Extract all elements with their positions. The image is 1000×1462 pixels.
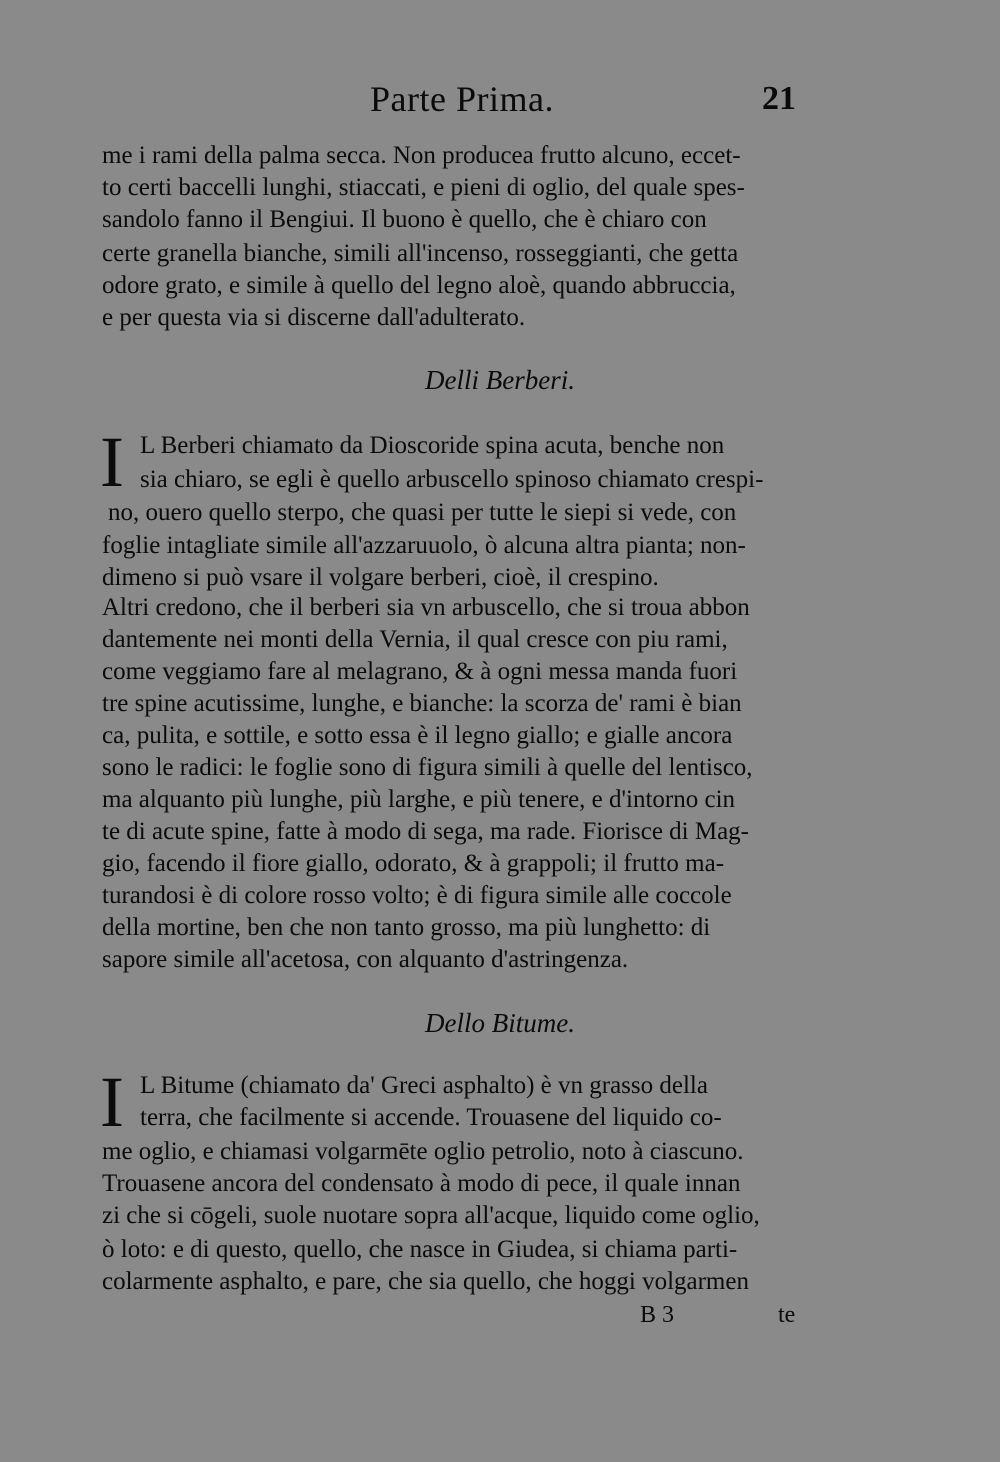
text-line: to certi baccelli lunghi, stiaccati, e pieni di oglio, del quale spes- xyxy=(102,174,745,201)
text-line: e per questa via si discerne dall'adulterato. xyxy=(102,304,526,331)
text-line: ò loto: e di questo, quello, che nasce in Giudea, si chiama parti- xyxy=(102,1236,738,1263)
text-line: me i rami della palma secca. Non producea frutto alcuno, eccet- xyxy=(102,142,741,169)
text-line: colarmente asphalto, e pare, che sia quello, che hoggi volgarmen xyxy=(102,1268,749,1295)
text-line: sandolo fanno il Bengiui. Il buono è quello, che è chiaro con xyxy=(102,206,707,233)
text-line: sia chiaro, se egli è quello arbuscello spinoso chiamato crespi- xyxy=(140,466,764,493)
text-line: ca, pulita, e sottile, e sotto essa è il legno giallo; e gialle ancora xyxy=(102,722,733,749)
text-line: L Berberi chiamato da Dioscoride spina acuta, benche non xyxy=(140,432,725,459)
text-line: certe granella bianche, simili all'incenso, rosseggianti, che getta xyxy=(102,240,739,267)
text-line: no, ouero quello sterpo, che quasi per tutte le siepi si vede, con xyxy=(108,499,737,526)
text-line: ma alquanto più lunghe, più larghe, e più tenere, e d'intorno cin xyxy=(102,786,736,813)
text-line: come veggiamo fare al melagrano, & à ogni messa manda fuori xyxy=(102,658,738,685)
text-line: odore grato, e simile à quello del legno aloè, quando abbruccia, xyxy=(102,272,736,299)
text-line: della mortine, ben che non tanto grosso, ma più lunghetto: di xyxy=(102,914,711,941)
text-line: te di acute spine, fatte à modo di sega, ma rade. Fiorisce di Mag- xyxy=(102,818,750,845)
text-line: dantemente nei monti della Vernia, il qual cresce con piu rami, xyxy=(102,626,728,653)
text-line: tre spine acutissime, lunghe, e bianche: la scorza de' rami è bian xyxy=(102,690,742,717)
text-line: Altri credono, che il berberi sia vn arbuscello, che si troua abbon xyxy=(102,594,750,621)
page-header xyxy=(102,78,822,128)
section-heading-bitume: Dello Bitume. xyxy=(425,1008,575,1038)
drop-cap: I xyxy=(100,1062,124,1142)
text-line: me oglio, e chiamasi volgarmēte oglio petrolio, noto à ciascuno. xyxy=(102,1138,744,1165)
text-line: dimeno si può vsare il volgare berberi, cioè, il crespino. xyxy=(102,564,659,591)
text-line: L Bitume (chiamato da' Greci asphalto) è vn grasso della xyxy=(140,1072,708,1099)
text-line: sapore simile all'acetosa, con alquanto d'astringenza. xyxy=(102,946,629,973)
text-line: turandosi è di colore rosso volto; è di figura simile alle coccole xyxy=(102,882,732,909)
drop-cap: I xyxy=(100,422,124,502)
signature-mark: B 3 xyxy=(640,1302,675,1328)
text-line: zi che si cōgeli, suole nuotare sopra all'acque, liquido come oglio, xyxy=(102,1202,760,1229)
text-line: terra, che facilmente si accende. Trouasene del liquido co- xyxy=(140,1104,722,1131)
text-line: Trouasene ancora del condensato à modo di pece, il quale innan xyxy=(102,1170,741,1197)
page-number: 21 xyxy=(762,80,796,117)
catchword: te xyxy=(778,1302,796,1328)
section-heading-berberi: Delli Berberi. xyxy=(425,365,575,395)
text-line: sono le radici: le foglie sono di figura simili à quelle del lentisco, xyxy=(102,754,753,781)
text-line: foglie intagliate simile all'azzaruuolo, ò alcuna altra pianta; non- xyxy=(102,532,746,559)
text-line: gio, facendo il fiore giallo, odorato, & à grappoli; il frutto ma- xyxy=(102,850,725,877)
running-head: Parte Prima. xyxy=(370,79,554,119)
